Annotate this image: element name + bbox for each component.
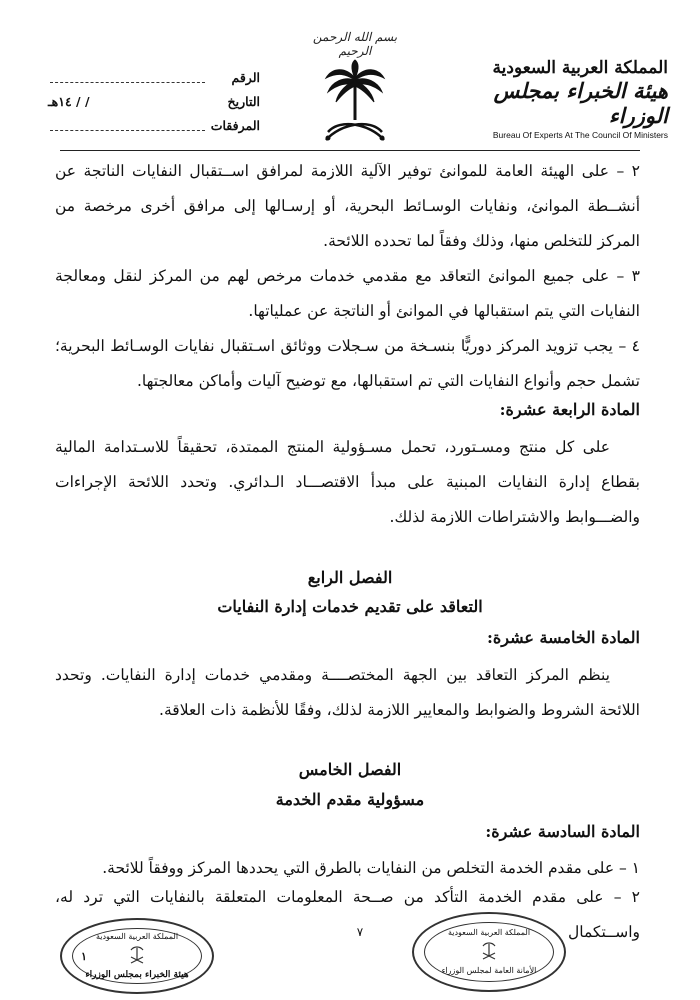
item-2: ٢ – على الهيئة العامة للموانئ توفير الآلية اللازمة لمرافق اســتقبال النفايات الناتجة عن أنشــطة الموانئ، ونفايات الوسـائط البحرية، أو إرسـالها إلى مرافق أخرى مرخصة من المركز للتخلص منها، وذلك وفقاً لما تحدده اللائحة.	[55, 162, 640, 250]
right-stamp-top-text: المملكة العربية السعودية	[447, 928, 531, 937]
right-stamp-emblem-icon	[479, 940, 499, 962]
ref-row	[40, 70, 260, 94]
kingdom-name: المملكة العربية السعودية	[492, 58, 668, 78]
chapter-4-subtitle: التعاقد على تقديم خدمات إدارة النفايات	[217, 597, 483, 616]
chapter-4-title: الفصل الرابع	[307, 568, 393, 587]
article-15-heading: المادة الخامسة عشرة:	[487, 628, 640, 647]
article-14-text: على كل منتج ومسـتورد، تحمل مسـؤولية المنتج الممتدة، تحقيقاً للاسـتدامة المالية بقطاع إدارة النفايات المبنية على مبدأ الاقتصـــاد الـدائري. وتحدد اللائحة الإجراءات والضـــوابط والاشتراطات اللازمة لذلك.	[55, 438, 640, 526]
chapter-5-subtitle: مسؤولية مقدم الخدمة	[275, 790, 425, 809]
document-meta	[40, 70, 260, 142]
attachments-line	[50, 130, 205, 131]
article-16-item-2: ٢ – على مقدم الخدمة التأكد من صــحة المعلومات المتعلقة بالنفايات التي ترد له، واســتكمال	[55, 888, 640, 941]
bureau-name-en: Bureau Of Experts At The Council Of Ministers	[492, 130, 668, 140]
right-official-stamp	[412, 912, 566, 992]
date-row	[40, 94, 260, 118]
left-stamp-number: ١	[81, 950, 87, 963]
chapter-5-title: الفصل الخامس	[298, 760, 402, 779]
bureau-name-ar: هيئة الخبراء بمجلس الوزراء	[493, 78, 668, 128]
letterhead-brand	[438, 58, 668, 140]
left-stamp-emblem-icon	[127, 944, 147, 966]
item-4: ٤ – يجب تزويد المركز دوريًّا بنسـخة من سـجلات ووثائق اسـتقبال نفايات الوسـائط البحرية؛ تشمل حجم وأنواع النفايات التي تم استقبالها، مع توضيح آليات وأماكن معالجتها.	[55, 337, 640, 390]
left-stamp-bottom-text: هيئة الخبراء بمجلس الوزراء	[85, 970, 189, 980]
basmala: بسم الله الرحمن الرحيم	[312, 30, 398, 58]
ref-label: الرقم	[231, 70, 260, 85]
page-number: ٧	[356, 925, 364, 939]
ref-line	[50, 82, 205, 83]
left-official-stamp	[60, 918, 214, 994]
article-14-heading: المادة الرابعة عشرة:	[499, 400, 640, 419]
article-16-item-1: ١ – على مقدم الخدمة التخلص من النفايات بالطرق التي يحددها المركز ووفقاً للائحة.	[102, 859, 640, 877]
header-divider	[60, 150, 640, 151]
date-value: / / ١٤هـ	[48, 94, 90, 109]
article-15-text: ينظم المركز التعاقد بين الجهة المختصــــة ومقدمي خدمات إدارة النفايات. وتحدد اللائحة الشروط والضوابط والمعايير اللازمة لذلك، وفقًا للأنظمة ذات العلاقة.	[55, 666, 640, 719]
attachments-row	[40, 118, 260, 142]
left-stamp-top-text: المملكة العربية السعودية	[95, 932, 179, 941]
item-3: ٣ – على جميع الموانئ التعاقد مع مقدمي خدمات مرخص لهم من المركز لنقل ومعالجة النفايات التي يتم استقبالها في الموانئ أو الناتجة عن عملياتها.	[55, 267, 640, 320]
right-stamp-bottom-text: الأمانة العامة لمجلس الوزراء	[441, 966, 537, 975]
palm-swords-emblem-icon	[320, 58, 390, 150]
article-16-heading: المادة السادسة عشرة:	[485, 822, 640, 841]
date-label: التاريخ	[227, 94, 260, 109]
attachments-label: المرفقات	[210, 118, 260, 133]
